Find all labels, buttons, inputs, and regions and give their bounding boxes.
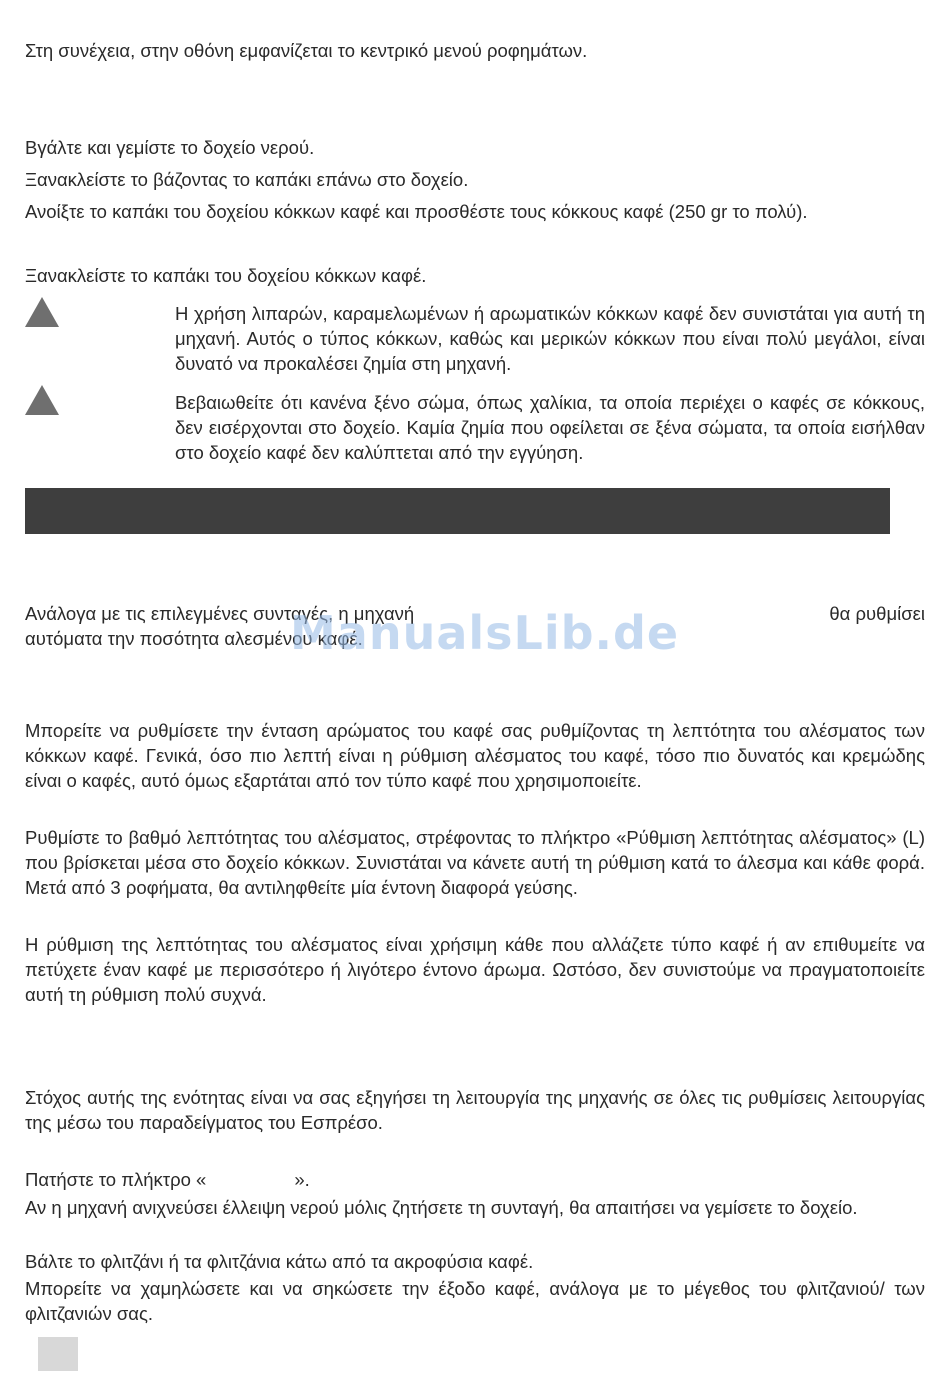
- warning-text-foreign-objects: Βεβαιωθείτε ότι κανένα ξένο σώμα, όπως χαλίκια, τα οποία περιέχει ο καφές σε κόκκους, δεν εισέρχονται στο δοχείο. Καμία ζημία που οφείλεται σε ξένα σώματα, τα οποία εισήλθαν στο δοχείο καφέ δεν καλύπτεται από την εγγύηση.: [175, 392, 925, 463]
- section-header-band: [25, 488, 890, 534]
- espresso-intro: Στόχος αυτής της ενότητας είναι να σας εξηγήσει τη λειτουργία της μηχανής σε όλες τις ρυθμίσεις λειτουργίας της μέσω του παραδείγματος του Εσπρέσο.: [25, 1087, 925, 1133]
- water-missing-note: Αν η μηχανή ανιχνεύσει έλλειψη νερού μόλις ζητήσετε τη συνταγή, θα απαιτήσει να γεμίσετε το δοχείο.: [25, 1197, 858, 1218]
- press-key-right: ».: [294, 1169, 310, 1190]
- grind-paragraph-3: Η ρύθμιση της λεπτότητας του αλέσματος είναι χρήσιμη κάθε που αλλάζετε τύπο καφέ ή αν επιθυμείτε να πετύχετε έναν καφέ με περισσότερο ή λιγότερο έντονο άρωμα. Ωστόσο, δεν συνιστούμε να πραγματοποιείτε αυτή τη ρύθμιση πολύ συχνά.: [25, 934, 925, 1005]
- dose-line-2: αυτόματα την ποσότητα αλεσμένου καφέ.: [25, 628, 363, 649]
- warning-triangle-icon: [25, 297, 59, 327]
- warning-text-beans: Η χρήση λιπαρών, καραμελωμένων ή αρωματικών κόκκων καφέ δεν συνιστάται για αυτή τη μηχανή. Αυτός ο τύπος κόκκων, καθώς και μερικών κόκκων που είναι πολύ μεγάλοι, είναι δυνατό να προκαλέσει ζημία στη μηχανή.: [175, 303, 925, 374]
- intro-line: Στη συνέχεια, στην οθόνη εμφανίζεται το κεντρικό μενού ροφημάτων.: [25, 40, 588, 61]
- spout-height-step: Μπορείτε να χαμηλώσετε και να σηκώσετε την έξοδο καφέ, ανάλογα με το μέγεθος του φλιτζανιού/ των φλιτζανιών σας.: [25, 1278, 925, 1324]
- warning-triangle-icon: [25, 385, 59, 415]
- dose-line-1-right: θα ρυθμίσει: [829, 603, 925, 624]
- step-close-water: Ξανακλείστε το βάζοντας το καπάκι επάνω στο δοχείο.: [25, 169, 469, 190]
- place-cups-step: Βάλτε το φλιτζάνι ή τα φλιτζάνια κάτω από τα ακροφύσια καφέ.: [25, 1251, 534, 1272]
- grind-paragraph-1: Μπορείτε να ρυθμίσετε την ένταση αρώματος του καφέ σας ρυθμίζοντας τη λεπτότητα του αλέσματος των κόκκων καφέ. Γενικά, όσο πιο λεπτή είναι η ρύθμιση αλέσματος του καφέ, τόσο πιο δυνατός και κρεμώδης είναι ο καφές, αυτό όμως εξαρτάται από τον τύπο καφέ που χρησιμοποιείτε.: [25, 720, 925, 791]
- page-number-box: [38, 1337, 78, 1371]
- dose-line-1-left: Ανάλογα με τις επιλεγμένες συνταγές, η μηχανή: [25, 603, 415, 624]
- press-key-line: [25, 1167, 925, 1192]
- step-close-beans: Ξανακλείστε το καπάκι του δοχείου κόκκων καφέ.: [25, 265, 427, 286]
- grind-paragraph-2: Ρυθμίστε το βαθμό λεπτότητας του αλέσματος, στρέφοντας το πλήκτρο «Ρύθμιση λεπτότητας αλέσματος» (L) που βρίσκεται μέσα στο δοχείο κόκκων. Συνιστάται να κάνετε αυτή τη ρύθμιση κατά το άλεσμα και κάθε φορά. Μετά από 3 ροφήματα, θα αντιληφθείτε μία έντονη διαφορά γεύσης.: [25, 827, 925, 898]
- step-add-beans: Ανοίξτε το καπάκι του δοχείου κόκκων καφέ και προσθέστε τους κόκκους καφέ (250 gr το πολύ).: [25, 201, 808, 222]
- press-key-left: Πατήστε το πλήκτρο «: [25, 1169, 207, 1190]
- step-fill-water: Βγάλτε και γεμίστε το δοχείο νερού.: [25, 137, 315, 158]
- watermark: ManualsLib.de: [290, 606, 680, 660]
